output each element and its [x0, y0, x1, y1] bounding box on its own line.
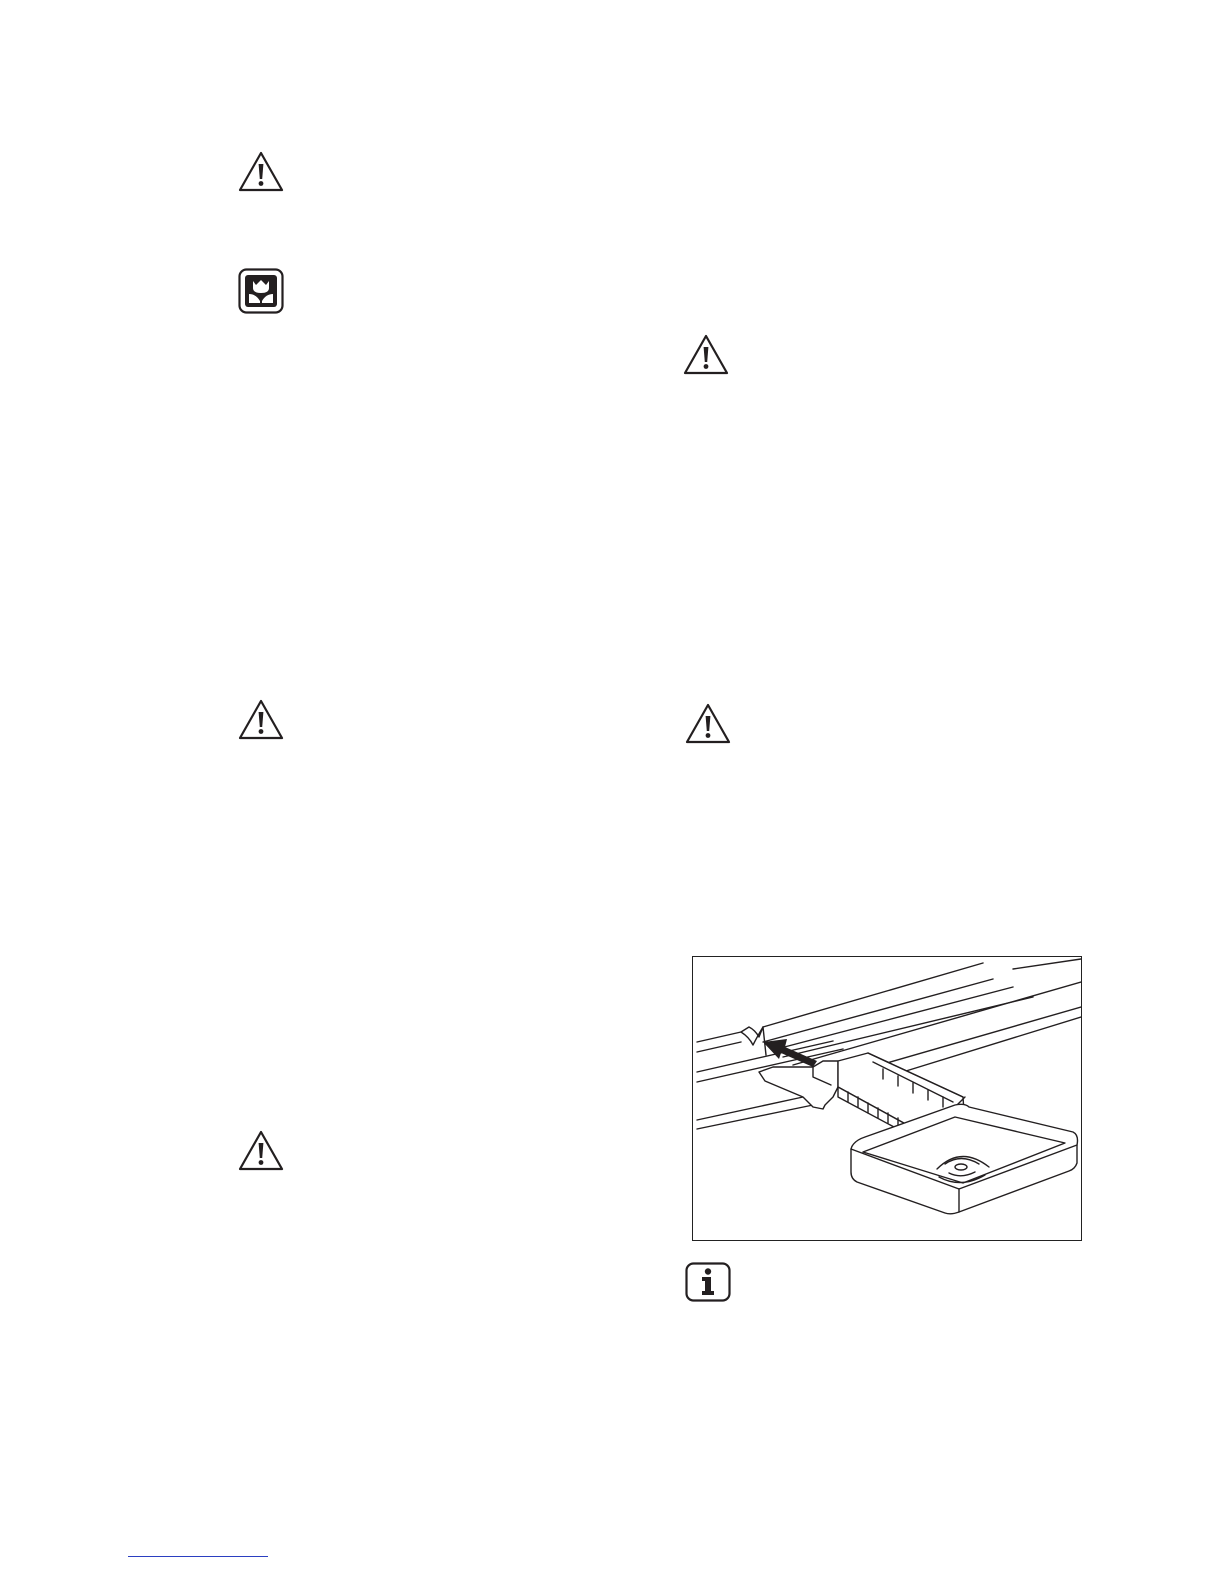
drain-hose-water-tray-illustration	[692, 956, 1082, 1241]
warning-icon	[682, 333, 730, 377]
warning-icon	[237, 150, 285, 194]
warning-icon	[237, 698, 285, 742]
environment-tulip-icon	[238, 268, 284, 314]
warning-icon	[684, 702, 732, 746]
arrow-icon	[763, 1039, 817, 1067]
warning-icon	[237, 1129, 285, 1173]
information-icon	[685, 1262, 731, 1302]
footer-link-underline[interactable]	[128, 1556, 268, 1558]
